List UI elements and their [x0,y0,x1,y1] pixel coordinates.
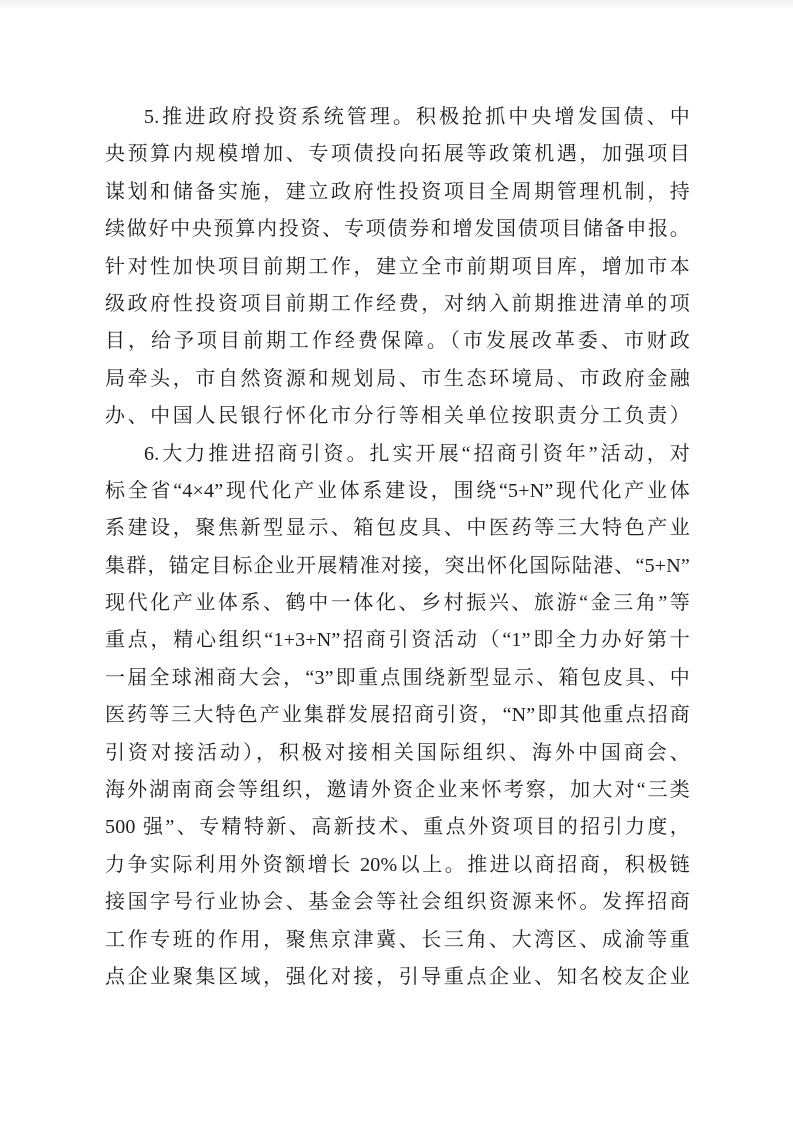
text-line: 500 强”、专精特新、高新技术、重点外资项目的招引力度， [105,816,690,839]
text-line: 6.大力推进招商引资。扎实开展“招商引资年”活动，对 [144,442,690,465]
text-line: 重点，精心组织“1+3+N”招商引资活动（“1”即全力办好第十 [105,629,690,652]
text-line: 接国字号行业协会、基金会等社会组织资源来怀。发挥招商 [105,891,690,914]
text-line: 海外湖南商会等组织，邀请外资企业来怀考察，加大对“三类 [105,779,690,802]
document-body [105,99,690,996]
text-line: 级政府性投资项目前期工作经费，对纳入前期推进清单的项 [105,292,690,315]
text-line: 系建设，聚焦新型显示、箱包皮具、中医药等三大特色产业 [105,517,690,540]
text-line: 谋划和储备实施，建立政府性投资项目全周期管理机制，持 [105,180,690,203]
paragraph [105,99,690,436]
text-line: 标全省“4×4”现代化产业体系建设，围绕“5+N”现代化产业体 [105,479,690,502]
text-line: 央预算内规模增加、专项债投向拓展等政策机遇，加强项目 [105,143,690,166]
text-line: 力争实际利用外资额增长 20%以上。推进以商招商，积极链 [105,853,690,876]
text-line: 现代化产业体系、鹤中一体化、乡村振兴、旅游“金三角”等 [105,592,690,615]
paragraph [105,436,690,997]
text-line: 局牵头，市自然资源和规划局、市生态环境局、市政府金融 [105,367,690,390]
text-line: 目，给予项目前期工作经费保障。（市发展改革委、市财政 [105,330,690,353]
text-line: 引资对接活动），积极对接相关国际组织、海外中国商会、 [105,741,690,764]
text-line: 点企业聚集区域，强化对接，引导重点企业、知名校友企业 [105,965,690,988]
text-line: 工作专班的作用，聚焦京津冀、长三角、大湾区、成渝等重 [105,928,690,951]
text-line: 一届全球湘商大会，“3”即重点围绕新型显示、箱包皮具、中 [105,666,690,689]
text-line: 5.推进政府投资系统管理。积极抢抓中央增发国债、中 [144,106,690,128]
text-line: 办、中国人民银行怀化市分行等相关单位按职责分工负责） [105,405,690,428]
text-line: 续做好中央预算内投资、专项债券和增发国债项目储备申报。 [105,218,690,241]
text-line: 医药等三大特色产业集群发展招商引资，“N”即其他重点招商 [105,704,690,727]
text-line: 集群，锚定目标企业开展精准对接，突出怀化国际陆港、“5+N” [105,554,690,577]
text-line: 针对性加快项目前期工作，建立全市前期项目库，增加市本 [105,255,690,278]
